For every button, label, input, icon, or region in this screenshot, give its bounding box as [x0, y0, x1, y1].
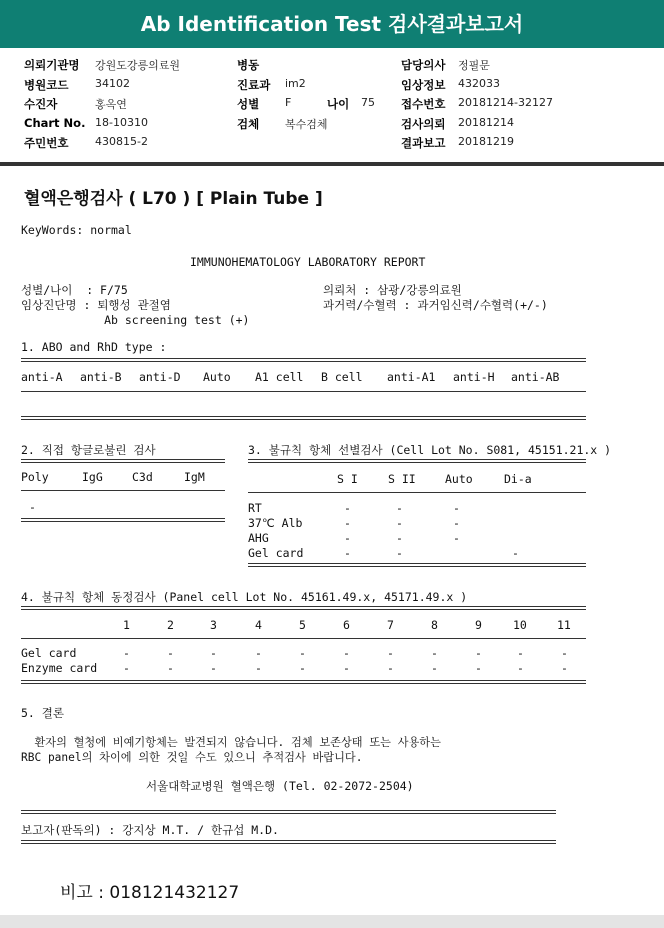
- receipt-no-label: 접수번호: [401, 97, 446, 111]
- abo-header-anti-a: anti-A: [21, 370, 63, 384]
- screening-row: [248, 516, 586, 530]
- panel-col-11: 11: [557, 618, 571, 632]
- clinical-info-label: 임상정보: [401, 78, 446, 92]
- screening-cell: -: [396, 516, 403, 530]
- screening-cell: -: [396, 501, 403, 515]
- keywords-line: KeyWords: normal: [21, 223, 132, 237]
- identification-cell: -: [387, 646, 394, 660]
- requesting-org-value: 강원도강릉의료원: [95, 59, 181, 72]
- identification-row-label: Gel card: [21, 646, 77, 660]
- identification-cell: -: [343, 661, 350, 675]
- report-date-label: 결과보고: [401, 136, 446, 150]
- identification-cell: -: [517, 661, 524, 675]
- abo-mid-rule: [21, 391, 586, 392]
- request-date-label: 검사의뢰: [401, 117, 446, 131]
- lab-name-line: 서울대학교병원 혈액은행 (Tel. 02-2072-2504): [146, 779, 414, 793]
- reporter-line: 보고자(판독의) : 강지상 M.T. / 한규섭 M.D.: [21, 823, 279, 837]
- identification-cell: -: [343, 646, 350, 660]
- screening-cell: -: [396, 546, 403, 560]
- sex-value: F: [285, 96, 292, 109]
- identification-top-rule: [21, 606, 586, 610]
- panel-col-3: 3: [210, 618, 217, 632]
- screening-cell: -: [344, 531, 351, 545]
- screening-row-label: RT: [248, 501, 262, 515]
- abo-header-anti-b: anti-B: [80, 370, 122, 384]
- section-title: 혈액은행검사 ( L70 ) [ Plain Tube ]: [24, 189, 323, 209]
- abo-bottom-rule: [21, 416, 586, 420]
- identification-cell: -: [431, 646, 438, 660]
- identification-cell: -: [255, 646, 262, 660]
- identification-cell: -: [210, 661, 217, 675]
- screening-header-dia: Di-a: [504, 472, 532, 486]
- screening-cell: -: [453, 516, 460, 530]
- screening-row-label: Gel card: [248, 546, 304, 560]
- identification-row-enzyme: [21, 661, 586, 675]
- identification-cell: -: [517, 646, 524, 660]
- screening-header-s1: S I: [337, 472, 358, 486]
- lab-report-title: IMMUNOHEMATOLOGY LABORATORY REPORT: [190, 255, 426, 269]
- dat-header-poly: Poly: [21, 470, 49, 484]
- dept-label: 진료과: [237, 78, 271, 92]
- abo-header-a1-cell: A1 cell: [255, 370, 304, 384]
- age-label: 나이: [327, 97, 350, 111]
- screening-header-row: [248, 472, 586, 488]
- identification-row-label: Enzyme card: [21, 661, 98, 675]
- referral-line: 의뢰처 : 삼광/강릉의료원: [323, 283, 462, 297]
- screening-cell: -: [512, 546, 519, 560]
- requesting-org-label: 의뢰기관명: [24, 58, 80, 72]
- identification-cell: -: [167, 646, 174, 660]
- footer-band: [0, 915, 664, 928]
- dat-header-row: [21, 470, 225, 486]
- screening-row: [248, 531, 586, 545]
- panel-col-2: 2: [167, 618, 174, 632]
- identification-cell: -: [123, 646, 130, 660]
- panel-col-9: 9: [475, 618, 482, 632]
- report-title: Ab Identification Test 검사결과보고서: [140, 12, 524, 36]
- panel-col-7: 7: [387, 618, 394, 632]
- identification-row-gel: [21, 646, 586, 660]
- identification-header-row: [21, 618, 586, 634]
- doctor-value: 정필문: [458, 59, 490, 72]
- identification-section-title: 4. 불규칙 항체 동정검사 (Panel cell Lot No. 45161.49.x, 45171.49.x ): [21, 590, 468, 604]
- screening-cell: -: [344, 546, 351, 560]
- conclusion-section-title: 5. 결론: [21, 706, 64, 720]
- screening-row-label: 37℃ Alb: [248, 516, 303, 530]
- identification-cell: -: [255, 661, 262, 675]
- hospital-code-label: 병원코드: [24, 78, 69, 92]
- screening-cell: -: [396, 531, 403, 545]
- dat-header-c3d: C3d: [132, 470, 153, 484]
- report-header: [0, 0, 664, 48]
- identification-cell: -: [561, 661, 568, 675]
- panel-col-8: 8: [431, 618, 438, 632]
- panel-col-5: 5: [299, 618, 306, 632]
- signature-bottom-rule: [21, 840, 556, 844]
- resident-no-value: 430815-2: [95, 135, 148, 148]
- identification-cell: -: [299, 661, 306, 675]
- identification-cell: -: [431, 661, 438, 675]
- conclusion-line-1: 환자의 혈청에 비예기항체는 발견되지 않습니다. 검체 보존상태 또는 사용하는: [21, 736, 441, 749]
- screening-header-auto: Auto: [445, 472, 473, 486]
- screening-row: [248, 546, 586, 560]
- footer-note: 비고 : 018121432127: [60, 883, 240, 903]
- dat-top-rule: [21, 459, 225, 463]
- screening-cell: -: [344, 516, 351, 530]
- dat-header-igm: IgM: [184, 470, 205, 484]
- history-line: 과거력/수혈력 : 과거임신력/수혈력(+/-): [323, 298, 548, 312]
- screening-mid-rule: [248, 492, 586, 493]
- abo-section-title: 1. ABO and RhD type :: [21, 340, 167, 354]
- patient-value: 홍옥연: [95, 98, 127, 111]
- chart-no-label: Chart No.: [24, 116, 86, 130]
- screening-top-rule: [248, 459, 586, 463]
- patient-label: 수진자: [24, 97, 58, 111]
- clinical-info-value: 432033: [458, 77, 500, 90]
- diagnosis-line: 임상진단명 : 퇴행성 관절염: [21, 298, 171, 312]
- signature-top-rule: [21, 810, 556, 814]
- identification-mid-rule: [21, 638, 586, 639]
- abo-top-rule: [21, 358, 586, 362]
- resident-no-label: 주민번호: [24, 136, 69, 150]
- identification-cell: -: [475, 661, 482, 675]
- chart-no-value: 18-10310: [95, 116, 148, 129]
- sex-label: 성별: [237, 97, 260, 111]
- identification-bottom-rule: [21, 680, 586, 684]
- abo-header-row: [21, 370, 586, 386]
- abo-header-anti-h: anti-H: [453, 370, 495, 384]
- screening-rows: [248, 501, 586, 561]
- hospital-code-value: 34102: [95, 77, 130, 90]
- screening-row: [248, 501, 586, 515]
- patient-info-block: [0, 55, 664, 163]
- panel-col-4: 4: [255, 618, 262, 632]
- screening-line: Ab screening test (+): [21, 313, 250, 327]
- abo-header-anti-a1: anti-A1: [387, 370, 436, 384]
- receipt-no-value: 20181214-32127: [458, 96, 553, 109]
- report-date-value: 20181219: [458, 135, 514, 148]
- panel-col-6: 6: [343, 618, 350, 632]
- panel-col-10: 10: [513, 618, 527, 632]
- dat-section-title: 2. 직접 항글로불린 검사: [21, 443, 156, 457]
- abo-header-auto: Auto: [203, 370, 231, 384]
- specimen-label: 검체: [237, 117, 260, 131]
- screening-row-label: AHG: [248, 531, 269, 545]
- conclusion-line-2: RBC panel의 차이에 의한 것일 수도 있으니 추적검사 바랍니다.: [21, 751, 363, 764]
- screening-header-s2: S II: [388, 472, 416, 486]
- panel-col-1: 1: [123, 618, 130, 632]
- abo-header-anti-ab: anti-AB: [511, 370, 560, 384]
- ward-label: 병동: [237, 58, 260, 72]
- identification-cell: -: [387, 661, 394, 675]
- screening-cell: -: [453, 501, 460, 515]
- dept-value: im2: [285, 77, 306, 90]
- identification-cell: -: [167, 661, 174, 675]
- dat-mid-rule: [21, 490, 225, 491]
- screening-cell: -: [453, 531, 460, 545]
- abo-header-b-cell: B cell: [321, 370, 363, 384]
- identification-cell: -: [561, 646, 568, 660]
- request-date-value: 20181214: [458, 116, 514, 129]
- doctor-label: 담당의사: [401, 58, 446, 72]
- identification-cell: -: [475, 646, 482, 660]
- dat-value: -: [29, 500, 36, 514]
- screening-bottom-rule: [248, 563, 586, 567]
- identification-cell: -: [210, 646, 217, 660]
- header-divider: [0, 162, 664, 166]
- sex-age-line: 성별/나이 : F/75: [21, 283, 128, 297]
- abo-header-anti-d: anti-D: [139, 370, 181, 384]
- screening-cell: -: [344, 501, 351, 515]
- specimen-value: 복수검체: [285, 118, 328, 131]
- dat-header-igg: IgG: [82, 470, 103, 484]
- age-value: 75: [361, 96, 375, 109]
- screening-section-title: 3. 불규칙 항체 선별검사 (Cell Lot No. S081, 45151.21.x ): [248, 443, 612, 457]
- dat-bottom-rule: [21, 518, 225, 522]
- identification-cell: -: [123, 661, 130, 675]
- identification-cell: -: [299, 646, 306, 660]
